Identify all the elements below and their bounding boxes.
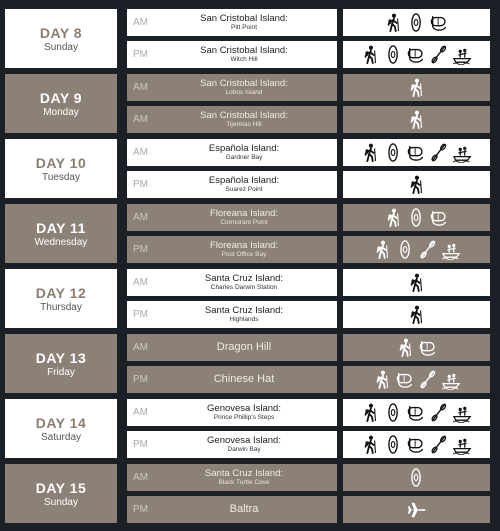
day-header-box <box>5 464 117 523</box>
schedule-slot <box>127 399 337 426</box>
hiking-icon <box>373 369 392 390</box>
schedule-slot <box>127 139 337 166</box>
activity-icons <box>343 204 490 231</box>
snorkel-mask-icon <box>396 369 415 390</box>
schedule-slot <box>127 301 337 328</box>
paddle-icon <box>430 44 449 65</box>
day-header-box <box>5 269 117 328</box>
slot-location <box>161 435 337 454</box>
schedule-slot <box>127 236 337 263</box>
day-weekday: Sunday <box>44 42 78 53</box>
day-header-box <box>5 74 117 133</box>
slot-location <box>161 143 337 162</box>
day-title: DAY 13 <box>35 350 87 366</box>
hiking-icon <box>361 434 380 455</box>
day-title: DAY 10 <box>35 155 87 171</box>
island-name: Santa Cruz Island: <box>204 468 284 479</box>
hiking-icon <box>361 44 380 65</box>
snorkel-mask-icon <box>407 44 426 65</box>
day-title: DAY 9 <box>39 90 83 106</box>
activity-icons <box>343 139 490 166</box>
paddle-icon <box>430 402 449 423</box>
island-name: Santa Cruz Island: <box>204 305 284 316</box>
schedule-slot <box>127 106 337 133</box>
island-name: Genovesa Island: <box>207 435 281 446</box>
slot-time: AM <box>133 407 148 418</box>
slot-time: AM <box>133 114 148 125</box>
kayak-icon <box>407 467 426 488</box>
slot-location <box>161 78 337 97</box>
day-weekday: Friday <box>47 367 75 378</box>
activity-icons <box>343 171 490 198</box>
paddle-icon <box>430 434 449 455</box>
visit-site: Black Turtle Cove <box>218 479 270 486</box>
slot-location <box>161 175 337 194</box>
island-name: Chinese Hat <box>213 373 275 385</box>
activity-icons <box>343 236 490 263</box>
activity-icons <box>343 9 490 36</box>
schedule-slot <box>127 496 337 523</box>
activity-icons <box>343 106 490 133</box>
kayak-icon <box>407 12 426 33</box>
day-header-box <box>5 334 117 393</box>
day-header-box <box>5 204 117 263</box>
slot-time: PM <box>133 439 148 450</box>
hiking-icon <box>407 77 426 98</box>
panga-ride-icon <box>442 239 461 260</box>
snorkel-mask-icon <box>419 337 438 358</box>
island-name: San Cristobal Island: <box>200 45 288 56</box>
panga-ride-icon <box>453 44 472 65</box>
slot-location <box>161 273 337 292</box>
day-weekday: Saturday <box>40 432 82 443</box>
slot-location <box>161 45 337 64</box>
day-weekday: Monday <box>43 107 79 118</box>
panga-ride-icon <box>453 434 472 455</box>
airplane-icon <box>407 499 426 520</box>
snorkel-mask-icon <box>407 434 426 455</box>
slot-location <box>161 110 337 129</box>
island-name: Dragon Hill <box>216 341 272 353</box>
schedule-slot <box>127 431 337 458</box>
panga-ride-icon <box>453 402 472 423</box>
slot-time: AM <box>133 17 148 28</box>
day-weekday: Sunday <box>44 497 78 508</box>
island-name: Española Island: <box>208 175 280 186</box>
island-name: Baltra <box>229 503 259 515</box>
day-header-box <box>5 9 117 68</box>
schedule-slot <box>127 171 337 198</box>
island-name: Floreana Island: <box>209 240 279 251</box>
slot-time: PM <box>133 179 148 190</box>
slot-time: AM <box>133 212 148 223</box>
kayak-icon <box>384 434 403 455</box>
schedule-slot <box>127 464 337 491</box>
visit-site: Darwin Bay <box>227 446 261 453</box>
hiking-icon <box>407 109 426 130</box>
schedule-slot <box>127 74 337 101</box>
slot-time: AM <box>133 82 148 93</box>
activity-icons <box>343 41 490 68</box>
schedule-slot <box>127 269 337 296</box>
visit-site: Post Office Bay <box>221 251 267 258</box>
day-weekday: Tuesday <box>42 172 80 183</box>
slot-location <box>161 374 337 385</box>
visit-site: Witch Hill <box>230 56 258 63</box>
schedule-slot <box>127 204 337 231</box>
visit-site: Highlands <box>229 316 259 323</box>
panga-ride-icon <box>442 369 461 390</box>
slot-time: PM <box>133 309 148 320</box>
paddle-icon <box>419 239 438 260</box>
visit-site: Cormorant Point <box>220 219 268 226</box>
kayak-icon <box>396 239 415 260</box>
hiking-icon <box>407 304 426 325</box>
hiking-icon <box>384 207 403 228</box>
activity-icons <box>343 334 490 361</box>
panga-ride-icon <box>453 142 472 163</box>
island-name: San Cristobal Island: <box>200 13 288 24</box>
slot-time: PM <box>133 244 148 255</box>
day-title: DAY 8 <box>39 25 83 41</box>
slot-location <box>161 240 337 259</box>
kayak-icon <box>384 142 403 163</box>
slot-location <box>161 342 337 353</box>
slot-time: PM <box>133 374 148 385</box>
snorkel-mask-icon <box>430 12 449 33</box>
day-weekday: Wednesday <box>34 237 88 248</box>
schedule-slot <box>127 9 337 36</box>
kayak-icon <box>407 207 426 228</box>
hiking-icon <box>373 239 392 260</box>
snorkel-mask-icon <box>407 142 426 163</box>
schedule-slot <box>127 334 337 361</box>
visit-site: Tijeretas Hill <box>226 121 262 128</box>
slot-time: AM <box>133 342 148 353</box>
visit-site: Charles Darwin Station <box>210 284 278 291</box>
visit-site: Lobos Island <box>225 89 263 96</box>
slot-location <box>161 13 337 32</box>
kayak-icon <box>384 402 403 423</box>
hiking-icon <box>396 337 415 358</box>
snorkel-mask-icon <box>430 207 449 228</box>
day-header-box <box>5 399 117 458</box>
day-title: DAY 14 <box>35 415 87 431</box>
day-title: DAY 15 <box>35 480 87 496</box>
activity-icons <box>343 269 490 296</box>
slot-time: AM <box>133 277 148 288</box>
hiking-icon <box>384 12 403 33</box>
day-title: DAY 11 <box>36 220 86 236</box>
activity-icons <box>343 366 490 393</box>
visit-site: Prince Phillip's Steps <box>213 414 275 421</box>
activity-icons <box>343 431 490 458</box>
slot-time: PM <box>133 504 148 515</box>
activity-icons <box>343 301 490 328</box>
activity-icons <box>343 74 490 101</box>
hiking-icon <box>407 272 426 293</box>
slot-time: AM <box>133 147 148 158</box>
hiking-icon <box>361 142 380 163</box>
paddle-icon <box>430 142 449 163</box>
hiking-icon <box>361 402 380 423</box>
schedule-slot <box>127 366 337 393</box>
slot-time: PM <box>133 49 148 60</box>
visit-site: Pitt Point <box>230 24 257 31</box>
slot-time: AM <box>133 472 148 483</box>
island-name: Genovesa Island: <box>207 403 281 414</box>
visit-site: Gardner Bay <box>225 154 263 161</box>
visit-site: Suarez Point <box>225 186 263 193</box>
day-title: DAY 12 <box>35 285 87 301</box>
slot-location <box>161 208 337 227</box>
activity-icons <box>343 496 490 523</box>
paddle-icon <box>419 369 438 390</box>
snorkel-mask-icon <box>407 402 426 423</box>
island-name: San Cristobal Island: <box>200 110 288 121</box>
kayak-icon <box>384 44 403 65</box>
activity-icons <box>343 464 490 491</box>
slot-location <box>161 468 337 487</box>
day-header-box <box>5 139 117 198</box>
island-name: Floreana Island: <box>209 208 279 219</box>
schedule-slot <box>127 41 337 68</box>
hiking-icon <box>407 174 426 195</box>
slot-location <box>161 403 337 422</box>
slot-location <box>161 305 337 324</box>
day-weekday: Thursday <box>40 302 82 313</box>
slot-location <box>161 504 337 515</box>
island-name: San Cristobal Island: <box>200 78 288 89</box>
island-name: Santa Cruz Island: <box>204 273 284 284</box>
island-name: Española Island: <box>208 143 280 154</box>
activity-icons <box>343 399 490 426</box>
